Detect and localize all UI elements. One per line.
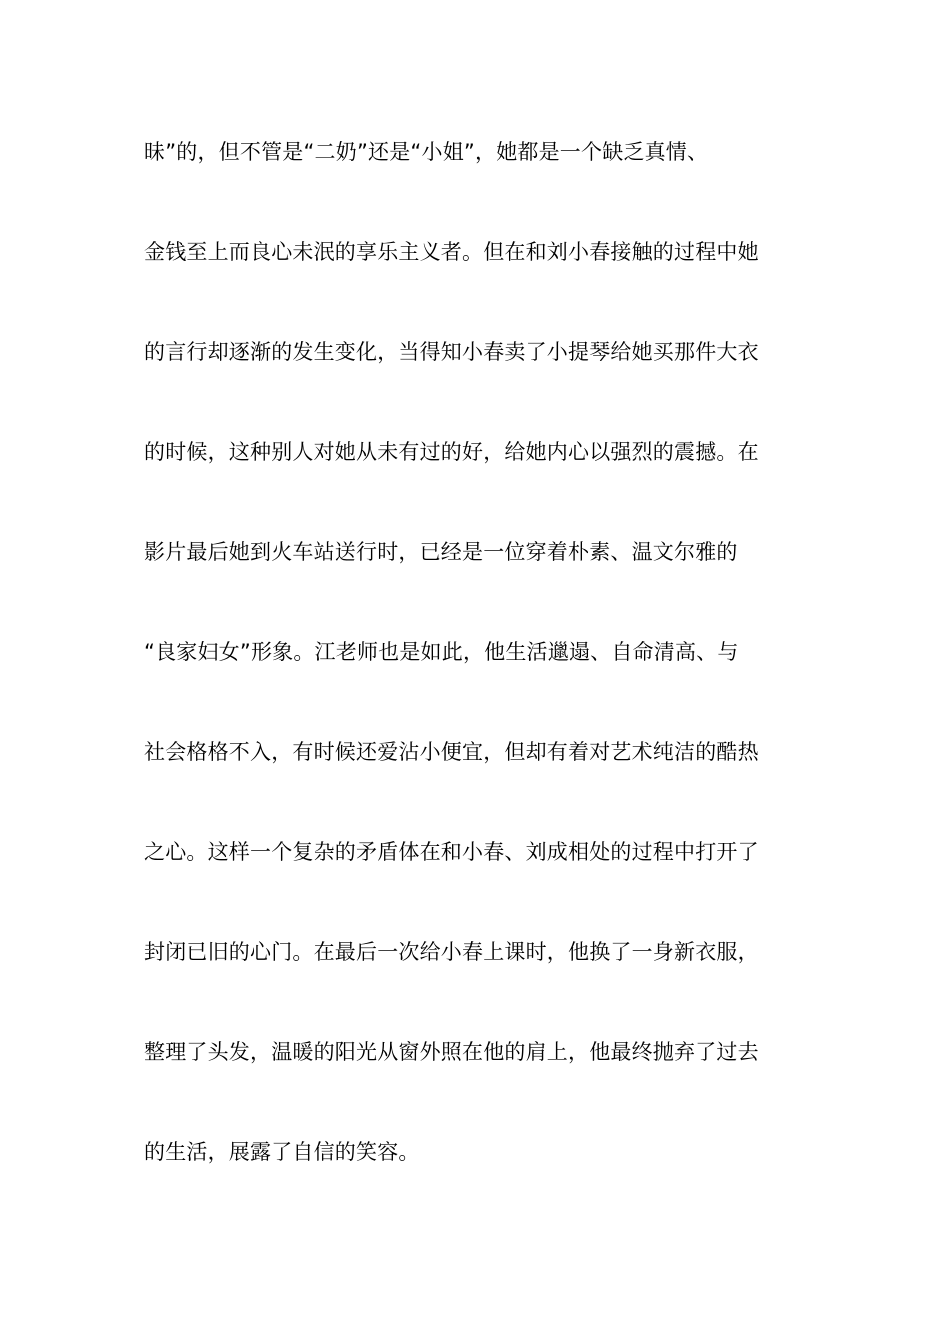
text-line: 影片最后她到火车站送行时，已经是一位穿着朴素、温文尔雅的 bbox=[144, 540, 738, 564]
text-line: “良家妇女”形象。江老师也是如此，他生活邋遢、自命清高、与 bbox=[144, 640, 739, 664]
text-line: 社会格格不入，有时候还爱沾小便宜，但却有着对艺术纯洁的酷热 bbox=[144, 740, 759, 764]
text-line: 的时候，这种别人对她从未有过的好，给她内心以强烈的震撼。在 bbox=[144, 440, 759, 464]
text-line: 整理了头发，温暖的阳光从窗外照在他的肩上，他最终抛弃了过去 bbox=[144, 1040, 759, 1064]
text-line: 封闭已旧的心门。在最后一次给小春上课时，他换了一身新衣服， bbox=[144, 940, 759, 964]
text-line: 之心。这样一个复杂的矛盾体在和小春、刘成相处的过程中打开了 bbox=[144, 840, 759, 864]
text-line: 的言行却逐渐的发生变化，当得知小春卖了小提琴给她买那件大衣 bbox=[144, 340, 759, 364]
text-line: 昧”的，但不管是“二奶”还是“小姐”，她都是一个缺乏真情、 bbox=[144, 140, 709, 164]
body-paragraph bbox=[144, 126, 814, 1226]
text-line: 金钱至上而良心未泯的享乐主义者。但在和刘小春接触的过程中她 bbox=[144, 240, 759, 264]
text-line: 的生活，展露了自信的笑容。 bbox=[144, 1140, 420, 1164]
